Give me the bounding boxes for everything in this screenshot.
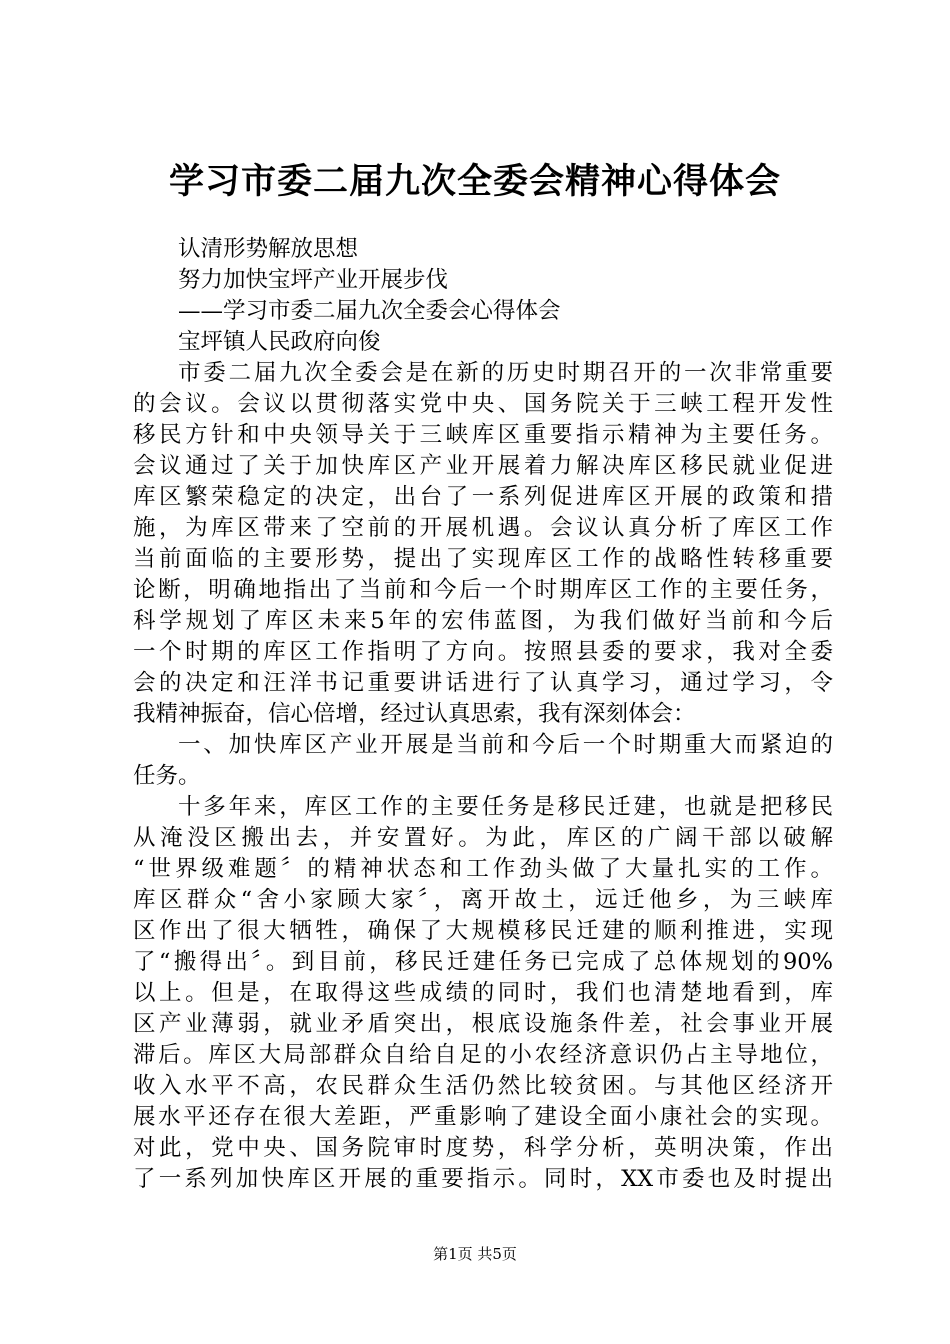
text-line: 展水平还存在很大差距，严重影响了建设全面小康社会的实现。	[133, 1104, 833, 1130]
text-line: ——学习市委二届九次全委会心得体会	[178, 298, 561, 324]
text-line: 认清形势解放思想	[178, 236, 359, 262]
text-line: 一个时期的库区工作指明了方向。按照县委的要求，我对全委	[133, 639, 833, 665]
text-line: 努力加快宝坪产业开展步伐	[178, 267, 449, 293]
text-line: 市委二届九次全委会是在新的历史时期召开的一次非常重要	[178, 360, 833, 386]
text-line: 任务。	[133, 763, 201, 789]
text-line: 施，为库区带来了空前的开展机遇。会议认真分析了库区工作	[133, 515, 833, 541]
text-line: 区产业薄弱，就业矛盾突出，根底设施条件差，社会事业开展	[133, 1011, 833, 1037]
text-line: 了一系列加快库区开展的重要指示。同时，XX市委也及时提出	[133, 1166, 833, 1192]
document-body	[133, 234, 833, 1195]
text-line: 库区群众“舍小家顾大家〞，离开故土，远迁他乡，为三峡库	[133, 887, 833, 913]
text-line: 对此，党中央、国务院审时度势，科学分析，英明决策，作出	[133, 1135, 833, 1161]
page-footer: 第1页 共5页	[433, 1245, 517, 1263]
text-line: 以上。但是，在取得这些成绩的同时，我们也清楚地看到，库	[133, 980, 833, 1006]
text-line: 收入水平不高，农民群众生活仍然比较贫困。与其他区经济开	[133, 1073, 833, 1099]
text-line: 一、加快库区产业开展是当前和今后一个时期重大而紧迫的	[178, 732, 833, 758]
text-line: 的会议。会议以贯彻落实党中央、国务院关于三峡工程开发性	[133, 391, 833, 417]
text-line: 区作出了很大牺牲，确保了大规模移民迁建的顺利推进，实现	[133, 918, 833, 944]
text-line: 滞后。库区大局部群众自给自足的小农经济意识仍占主导地位，	[133, 1042, 833, 1068]
text-line: 科学规划了库区未来5年的宏伟蓝图，为我们做好当前和今后	[133, 608, 833, 634]
text-line: 库区繁荣稳定的决定，出台了一系列促进库区开展的政策和措	[133, 484, 833, 510]
text-line: 移民方针和中央领导关于三峡库区重要指示精神为主要任务。	[133, 422, 833, 448]
text-line: “世界级难题〞的精神状态和工作劲头做了大量扎实的工作。	[133, 856, 833, 882]
text-line: 会议通过了关于加快库区产业开展着力解决库区移民就业促进	[133, 453, 833, 479]
text-line: 当前面临的主要形势，提出了实现库区工作的战略性转移重要	[133, 546, 833, 572]
text-line: 会的决定和汪洋书记重要讲话进行了认真学习，通过学习，令	[133, 670, 833, 696]
text-line: 从淹没区搬出去，并安置好。为此，库区的广阔干部以破解	[133, 825, 833, 851]
text-line: 我精神振奋，信心倍增，经过认真思索，我有深刻体会：	[133, 701, 696, 727]
document-title: 学习市委二届九次全委会精神心得体会	[168, 161, 781, 202]
text-line: 了“搬得出〞。到目前，移民迁建任务已完成了总体规划的90%	[133, 949, 833, 975]
text-line: 十多年来，库区工作的主要任务是移民迁建，也就是把移民	[178, 794, 833, 820]
text-line: 宝坪镇人民政府向俊	[178, 329, 381, 355]
text-line: 论断，明确地指出了当前和今后一个时期库区工作的主要任务，	[133, 577, 833, 603]
